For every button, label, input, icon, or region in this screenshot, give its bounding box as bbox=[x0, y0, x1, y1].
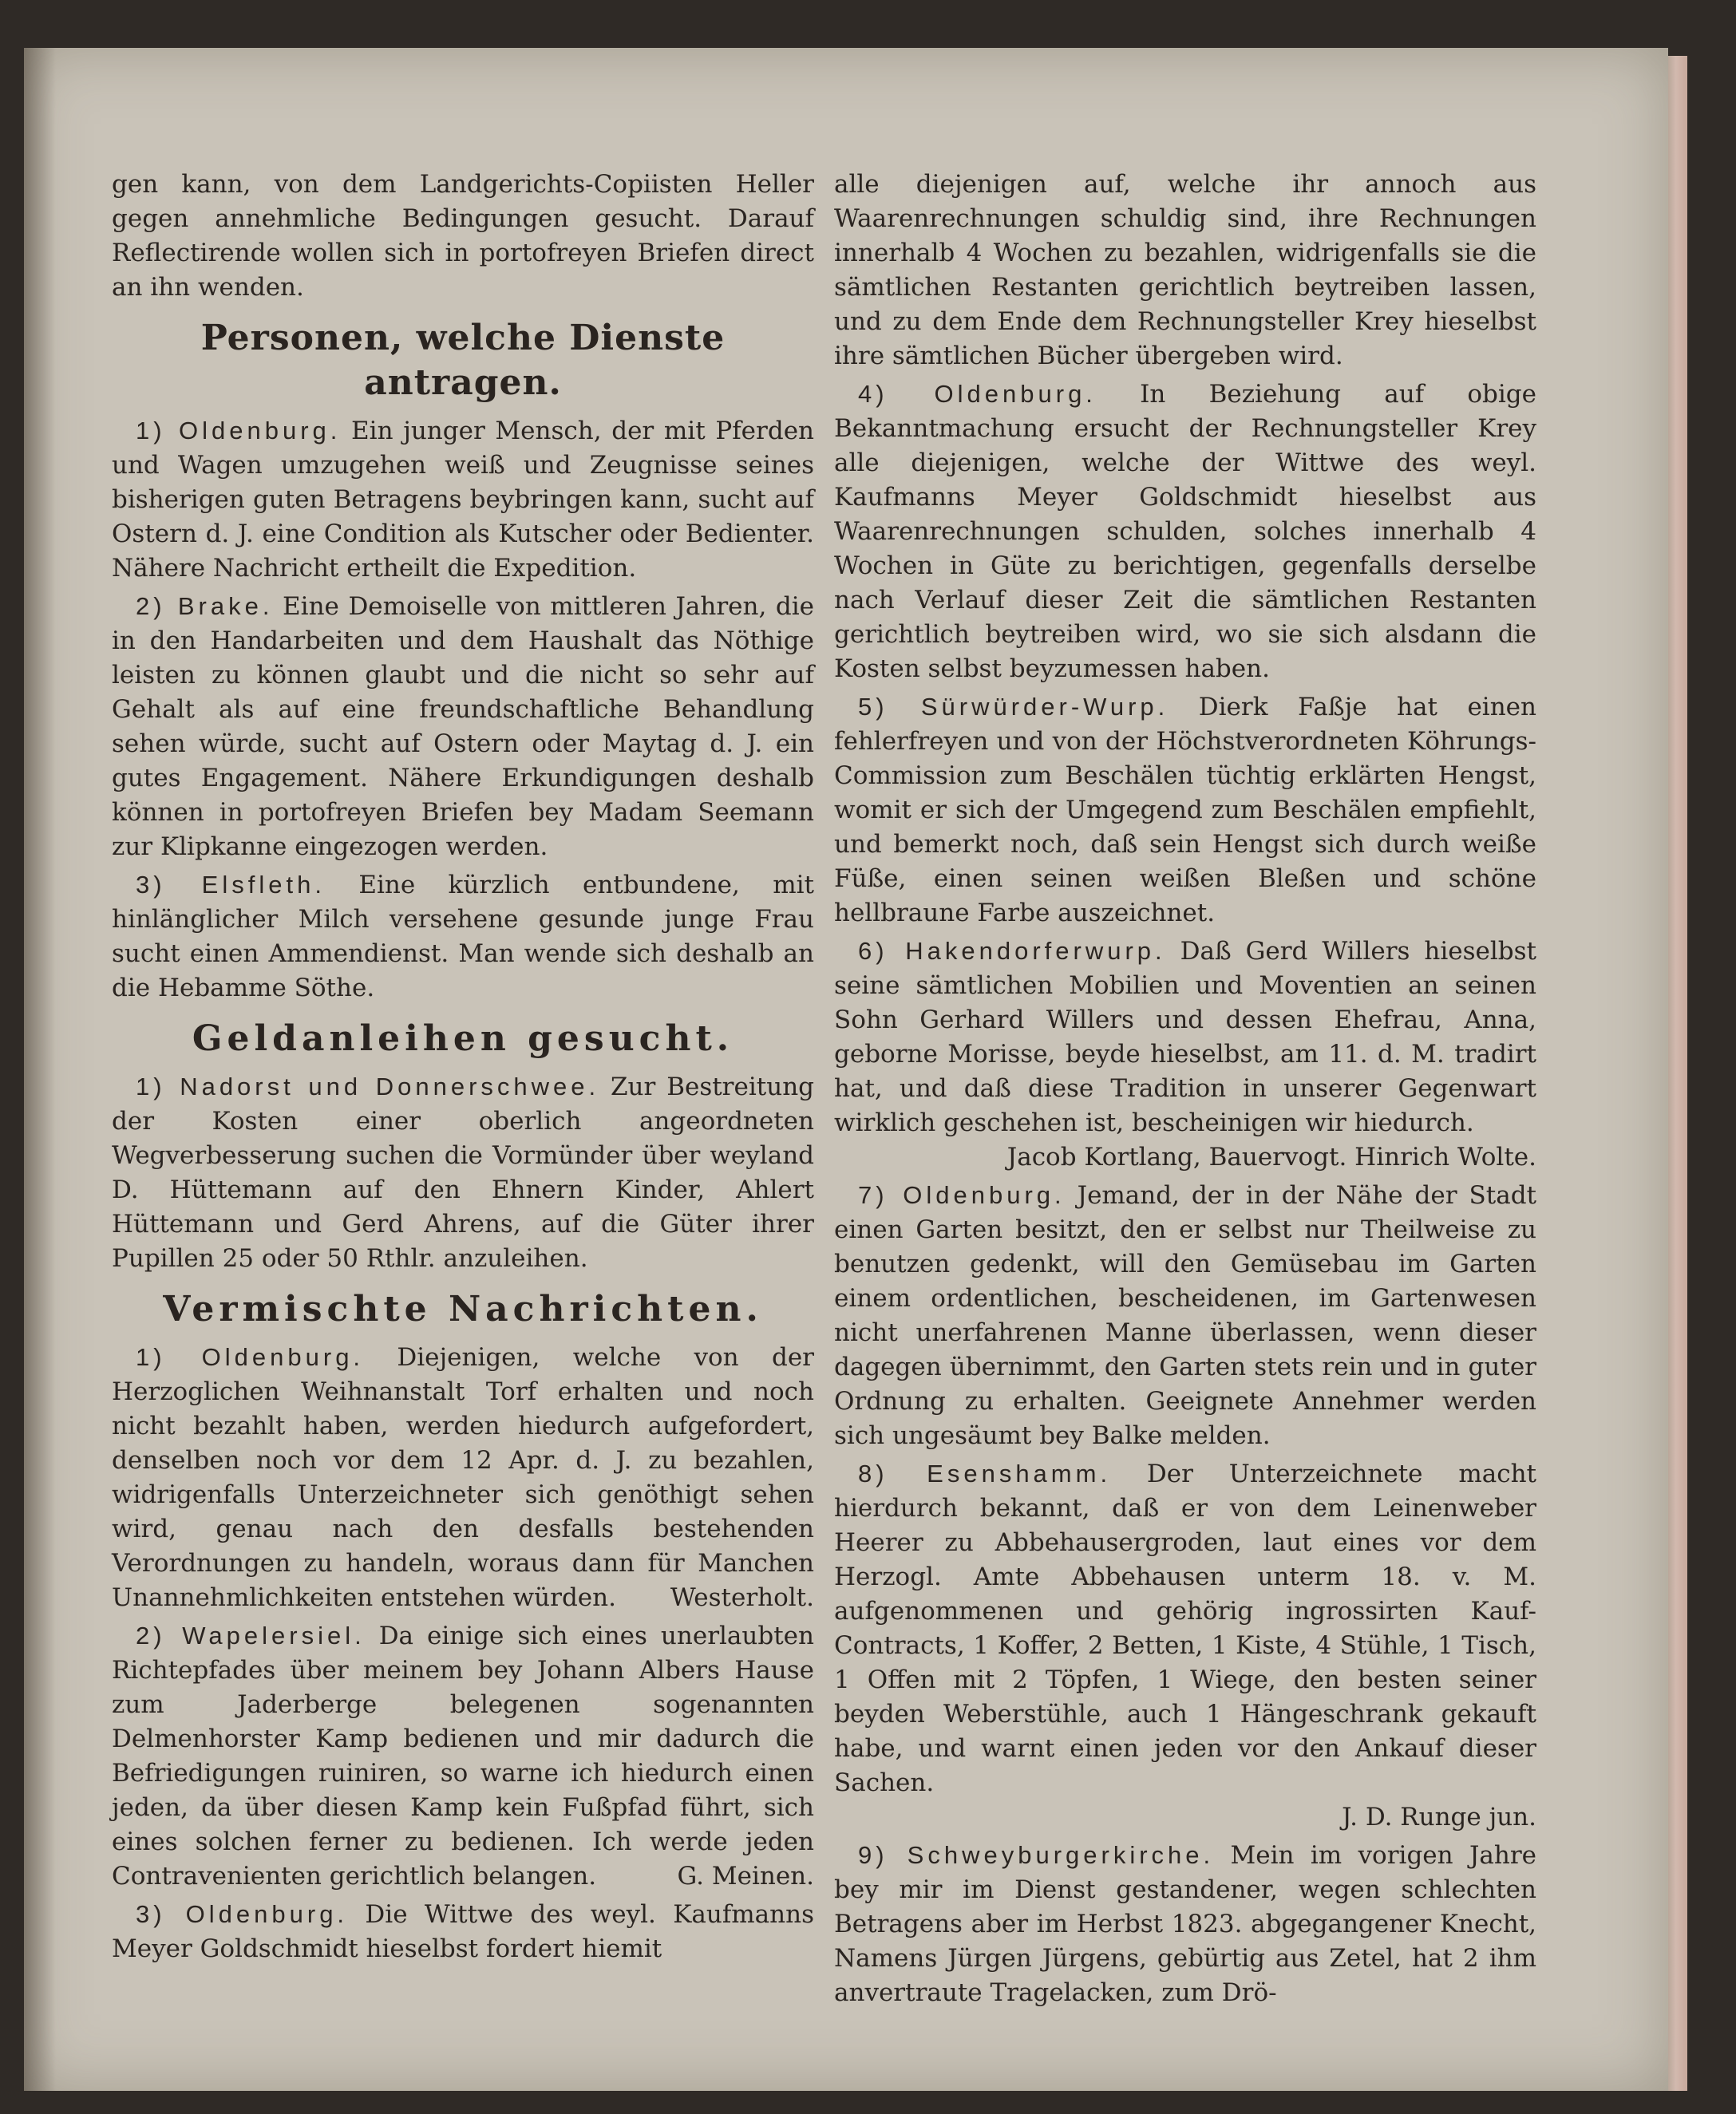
notice-paragraph bbox=[112, 1340, 814, 1615]
binding-shadow bbox=[24, 48, 56, 2091]
notice-place: 1) Oldenburg. bbox=[136, 1343, 365, 1371]
notice-place: 1) Nadorst und Donnerschwee. bbox=[136, 1073, 600, 1100]
notice-text: In Beziehung auf obige Bekanntmachung ersucht der Rechnungsteller Krey alle diejenigen, welche der Wittwe des weyl. Kaufmanns Meyer Goldschmidt hieselbst aus Waarenrechnungen schulden, solches innerhalb 4 Wochen in Güte zu berichtigen, gegenfalls derselbe nach Verlauf dieser Zeit die sämtlichen Restanten gerichtlich beytreiben wird, wo sie sich alsdann die Kosten selbst beyzumessen haben. bbox=[834, 380, 1536, 683]
notice-signature: Jacob Kortlang, Bauervogt. Hinrich Wolte. bbox=[1006, 1143, 1536, 1172]
section-heading-services: Personen, welche Dienste antragen. bbox=[200, 318, 726, 403]
section-heading-misc: Vermischte Nachrichten. bbox=[163, 1289, 763, 1330]
notice-paragraph bbox=[112, 1069, 814, 1276]
notice-place: 4) Oldenburg. bbox=[858, 380, 1097, 408]
notice-place: 3) Elsfleth. bbox=[136, 871, 326, 899]
page-edge bbox=[1668, 56, 1687, 2091]
notice-paragraph bbox=[112, 867, 814, 1006]
notice-place: 1) Oldenburg. bbox=[136, 417, 342, 445]
notice-paragraph bbox=[112, 1897, 814, 1966]
notice-place: 7) Oldenburg. bbox=[858, 1181, 1066, 1209]
notice-place: 8) Esenshamm. bbox=[858, 1460, 1112, 1488]
notice-paragraph bbox=[112, 589, 814, 864]
notice-text: Die Wittwe des weyl. Kaufmanns Meyer Goldschmidt hieselbst fordert hiemit bbox=[112, 1900, 815, 1963]
notice-paragraph bbox=[834, 1838, 1536, 2010]
notice-text: Zur Bestreitung der Kosten einer oberlich angeordneten Wegverbesserung suchen die Vormünder über weyland D. Hüttemann auf den Ehnern Kinder, Ahlert Hüttemann und Gerd Ahrens, auf die Güter ihrer Pupillen 25 oder 50 Rthlr. anzuleihen. bbox=[112, 1073, 814, 1273]
notice-place: 3) Oldenburg. bbox=[136, 1900, 349, 1928]
notice-text: Mein im vorigen Jahre bey mir im Dienst gestandener, wegen schlechten Betragens aber im Herbst 1823. abgegangener Knecht, Namens Jürgen Jürgens, gebürtig aus Zetel, hat 2 ihm anvertraute Tragelacken, zum Drö- bbox=[834, 1841, 1537, 2007]
notice-place: 6) Hakendorferwurp. bbox=[858, 937, 1166, 965]
notice-text: Dierk Faßje hat einen fehlerfreyen und von der Höchstverordneten Köhrungs-Commission zum Beschälen tüchtig erklärten Hengst, womit er sich der Umgegend zum Beschälen empfiehlt, und bemerkt noch, daß sein Hengst sich durch weiße Füße, einen seinen weißen Bleßen und schöne hellbraune Farbe auszeichnet. bbox=[834, 693, 1536, 927]
left-column bbox=[112, 168, 814, 1970]
notice-paragraph bbox=[834, 1456, 1536, 1835]
notice-text: Eine kürzlich entbundene, mit hinlänglicher Milch versehene gesunde junge Frau sucht einen Ammendienst. Man wende sich deshalb an die Hebamme Söthe. bbox=[112, 871, 815, 1002]
notice-paragraph bbox=[834, 377, 1536, 686]
notice-place: 9) Schweyburgerkirche. bbox=[858, 1841, 1215, 1869]
notice-paragraph bbox=[112, 1618, 814, 1894]
notice-text: Da einige sich eines unerlaubten Richtepfades über meinem bey Johann Albers Hause zum Jaderberge belegenen sogenannten Delmenhorster Kamp bedienen und mir dadurch die Befriedigungen ruiniren, so warne ich hiedurch einen jeden, da über diesen Kamp kein Fußpfad führt, sich eines solchen ferner zu bedienen. Ich werde jeden Contravenienten gerichtlich belangen. bbox=[112, 1622, 814, 1891]
notice-text: Der Unterzeichnete macht hierdurch bekannt, daß er von dem Leinenweber Heerer zu Abbehausergroden, laut eines vor dem Herzogl. Amte Abbehausen unterm 18. v. M. aufgenommenen und gehörig ingrossirten Kauf-Contracts, 1 Koffer, 2 Betten, 1 Kiste, 4 Stühle, 1 Tisch, 1 Offen mit 2 Töpfen, 1 Wiege, den besten seiner beyden Weberstühle, auch 1 Hängeschrank gekauft habe, und warnt einen jeden vor den Ankauf dieser Sachen. bbox=[834, 1460, 1537, 1797]
notice-signature: G. Meinen. bbox=[677, 1862, 814, 1891]
notice-signature: Westerholt. bbox=[670, 1583, 814, 1612]
notice-paragraph bbox=[112, 413, 814, 586]
section-heading-loans: Geldanleihen gesucht. bbox=[192, 1018, 734, 1059]
notice-place: 5) Sürwürder-Wurp. bbox=[858, 693, 1169, 721]
notice-paragraph bbox=[834, 934, 1536, 1175]
notice-paragraph bbox=[834, 690, 1536, 931]
intro-paragraph: gen kann, von dem Landgerichts-Copiisten Heller gegen annehmliche Bedingungen gesucht. Darauf Reflectirende wollen sich in portofreyen Briefen direct an ihn wenden. bbox=[112, 170, 814, 302]
right-column bbox=[834, 168, 1536, 2013]
notice-text: Ein junger Mensch, der mit Pferden und Wagen umzugehen weiß und Zeugnisse seines bisherigen guten Betragens beybringen kann, sucht auf Ostern d. J. eine Condition als Kutscher oder Bedienter. Nähere Nachricht ertheilt die Expedition. bbox=[112, 417, 814, 583]
notice-text: Eine Demoiselle von mittleren Jahren, die in den Handarbeiten und dem Haushalt das Nöthige leisten zu können glaubt und die nicht so sehr auf Gehalt als auf eine freundschaftliche Behandlung sehen würde, sucht auf Ostern oder Maytag d. J. ein gutes Engagement. Nähere Erkundigungen deshalb können in portofreyen Briefen bey Madam Seemann zur Klipkanne eingezogen werden. bbox=[112, 592, 814, 861]
notice-place: 2) Wapelersiel. bbox=[136, 1622, 366, 1650]
notice-text: Diejenigen, welche von der Herzoglichen Weihnanstalt Torf erhalten und noch nicht bezahlt haben, werden hiedurch aufgefordert, denselben noch vor dem 12 Apr. d. J. zu bezahlen, widrigenfalls Unterzeichneter sich genöthigt sehen wird, genau nach den desfalls bestehenden Verordnungen zu handeln, woraus dann für Manchen Unannehmlichkeiten entstehen würden. bbox=[112, 1343, 814, 1612]
continuation-paragraph: alle diejenigen auf, welche ihr annoch aus Waarenrechnungen schuldig sind, ihre Rechnungen innerhalb 4 Wochen zu bezahlen, widrigenfalls sie die sämtlichen Restanten gerichtlich beytreiben lassen, und zu dem Ende dem Rechnungsteller Krey hieselbst ihre sämtlichen Bücher übergeben wird. bbox=[834, 170, 1536, 370]
notice-text: Jemand, der in der Nähe der Stadt einen Garten besitzt, den er selbst nur Theilweise zu benutzen gedenkt, will den Gemüsebau im Garten einem ordentlichen, bescheidenen, im Gartenwesen nicht unerfahrenen Manne überlassen, wenn dieser dagegen übernimmt, den Garten stets rein und in guter Ordnung zu erhalten. Geeignete Annehmer werden sich ungesäumt bey Balke melden. bbox=[834, 1181, 1537, 1450]
notice-paragraph bbox=[834, 1178, 1536, 1453]
notice-place: 2) Brake. bbox=[136, 592, 274, 620]
notice-text: Daß Gerd Willers hieselbst seine sämtlichen Mobilien und Moventien an seinen Sohn Gerhard Willers und dessen Ehefrau, Anna, geborne Morisse, beyde hieselbst, am 11. d. M. tradirt hat, und daß diese Tradition in unserer Gegenwart wirklich geschehen ist, bescheinigen wir hiedurch. bbox=[834, 937, 1537, 1137]
notice-signature: J. D. Runge jun. bbox=[1342, 1803, 1536, 1831]
